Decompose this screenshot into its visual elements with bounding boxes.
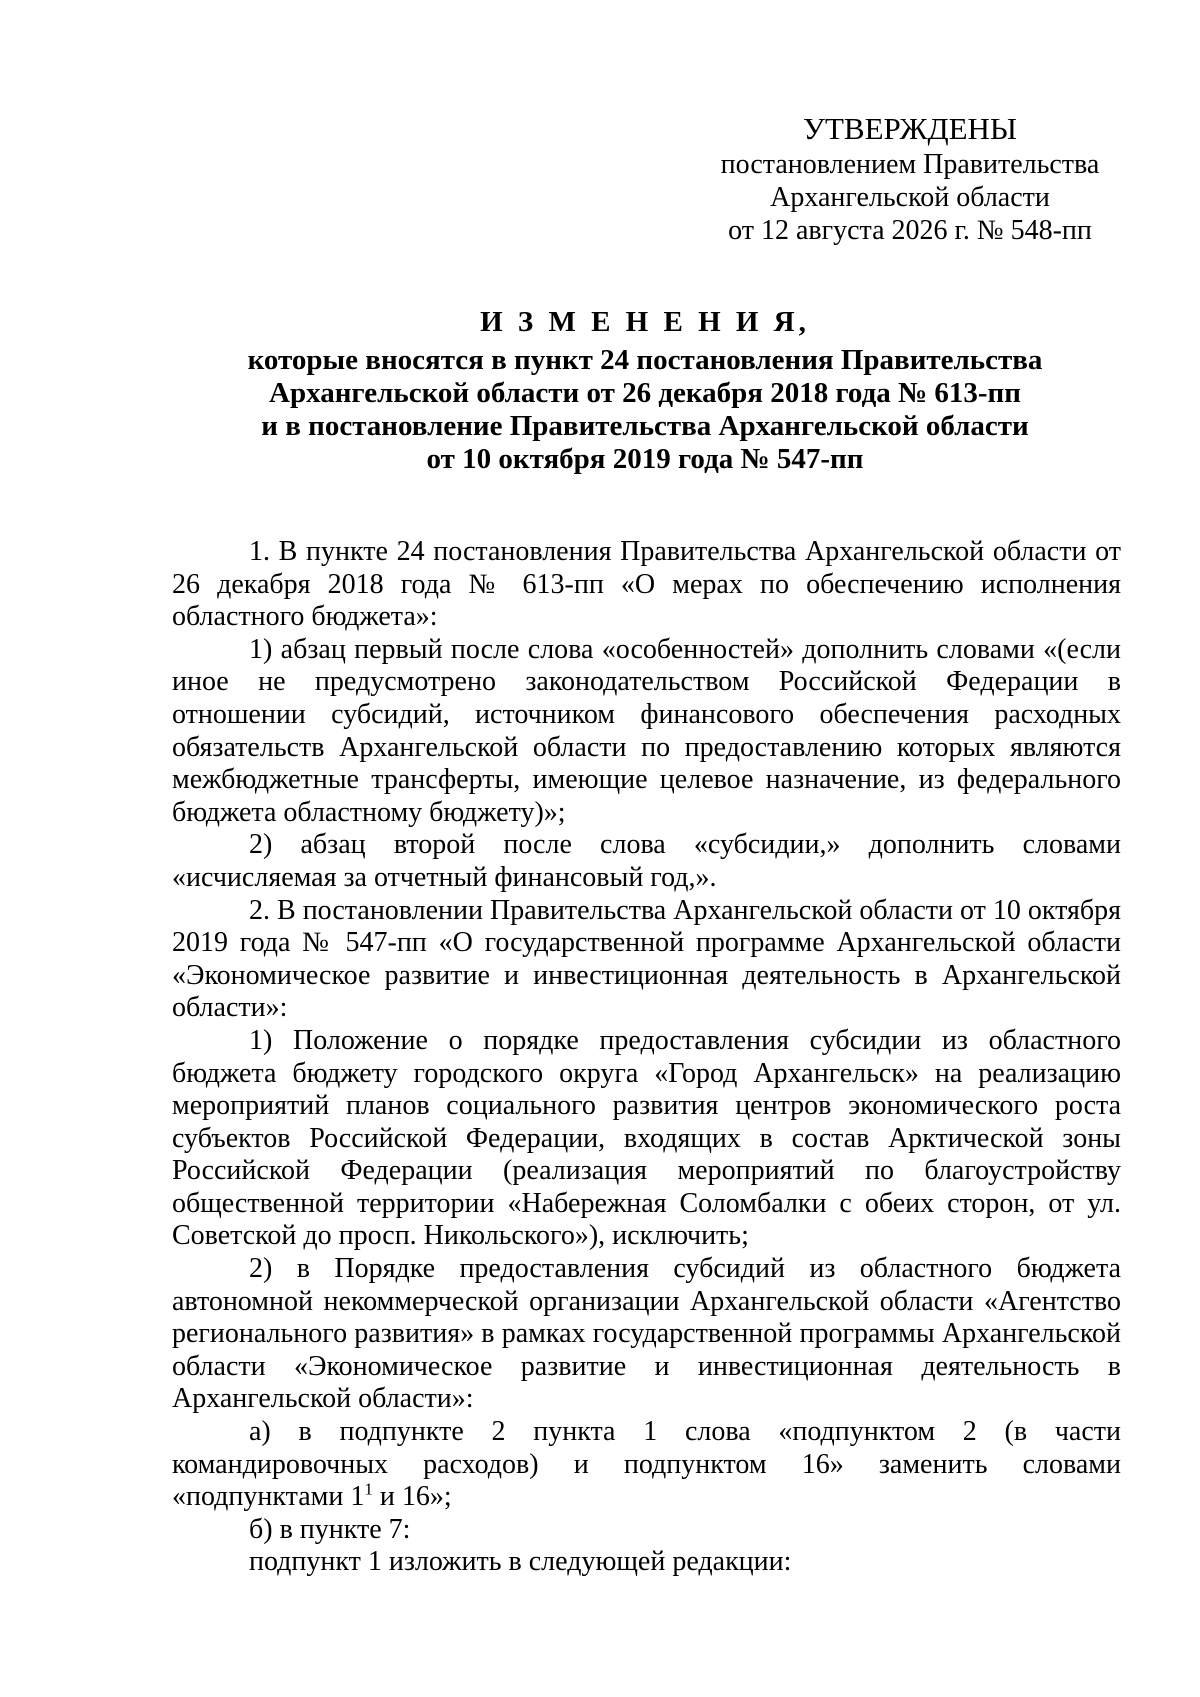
paragraph-1-2: 2) абзац второй после слова «субсидии,» дополнить словами «исчисляемая за отчетный финансовый год,».: [172, 829, 1121, 893]
paragraph-2-1: 1) Положение о порядке предоставления субсидии из областного бюджета бюджету городского округа «Город Архангельск» на реализацию мероприятий планов социального развития центров экономического роста субъектов Российской Федерации, входящих в состав Арктической зоны Российской Федерации (реализация мероприятий по благоустройству общественной территории «Набережная Соломбалки с обеих сторон, от ул. Советской до просп. Никольского»), исключить;: [172, 1024, 1121, 1252]
title-line-2: Архангельской области от 26 декабря 2018 года № 613-пп: [269, 377, 1021, 409]
document-title: [180, 306, 1110, 476]
paragraph-1: 1. В пункте 24 постановления Правительства Архангельской области от 26 декабря 2018 года № 613-пп «О мерах по обеспечению исполнения областного бюджета»:: [172, 536, 1121, 633]
document-body: [172, 536, 1121, 1579]
paragraph-2-2-a-text: а) в подпункте 2 пункта 1 слова «подпунктом 2 (в части командировочных расходов) и подпунктом 16» заменить словами «подпунктами 1: [172, 1416, 1121, 1513]
approval-line-2: Архангельской области: [770, 182, 1050, 213]
paragraph-2: 2. В постановлении Правительства Архангельской области от 10 октября 2019 года № 547-пп «О государственной программе Архангельской области «Экономическое развитие и инвестиционная деятельность в Архангельской области»:: [172, 894, 1121, 1024]
paragraph-1-1: 1) абзац первый после слова «особенностей» дополнить словами «(если иное не предусмотрено законодательством Российской Федерации в отношении субсидий, источником финансового обеспечения расходных обязательств Архангельской области по предоставлению которых являются межбюджетные трансферты, имеющие целевое назначение, из федерального бюджета областному бюджету)»;: [172, 633, 1121, 828]
title-line-3: и в постановление Правительства Архангельской области: [261, 410, 1029, 442]
paragraph-2-2-a: [172, 1416, 1121, 1514]
approval-heading: УТВЕРЖДЕНЫ: [803, 111, 1017, 146]
paragraph-2-2: 2) в Порядке предоставления субсидий из областного бюджета автономной некоммерческой организации Архангельской области «Агентство регионального развития» в рамках государственной программы Архангельской области «Экономическое развитие и инвестиционная деятельность в Архангельской области»:: [172, 1253, 1121, 1415]
approval-stamp: [700, 112, 1120, 247]
title-line-4: от 10 октября 2019 года № 547-пп: [426, 443, 864, 475]
title-line-1: которые вносятся в пункт 24 постановления Правительства: [247, 344, 1043, 376]
paragraph-2-2-b: б) в пункте 7:: [249, 1513, 411, 1545]
approval-line-1: постановлением Правительства: [720, 149, 1100, 180]
superscript: 1: [364, 1479, 373, 1499]
paragraph-2-2-b-1: подпункт 1 изложить в следующей редакции:: [249, 1546, 792, 1578]
approval-line-3: от 12 августа 2026 г. № 548-пп: [728, 215, 1092, 246]
paragraph-2-2-a-tail: и 16»;: [372, 1481, 452, 1513]
title-main: И З М Е Н Е Н И Я,: [480, 306, 810, 338]
